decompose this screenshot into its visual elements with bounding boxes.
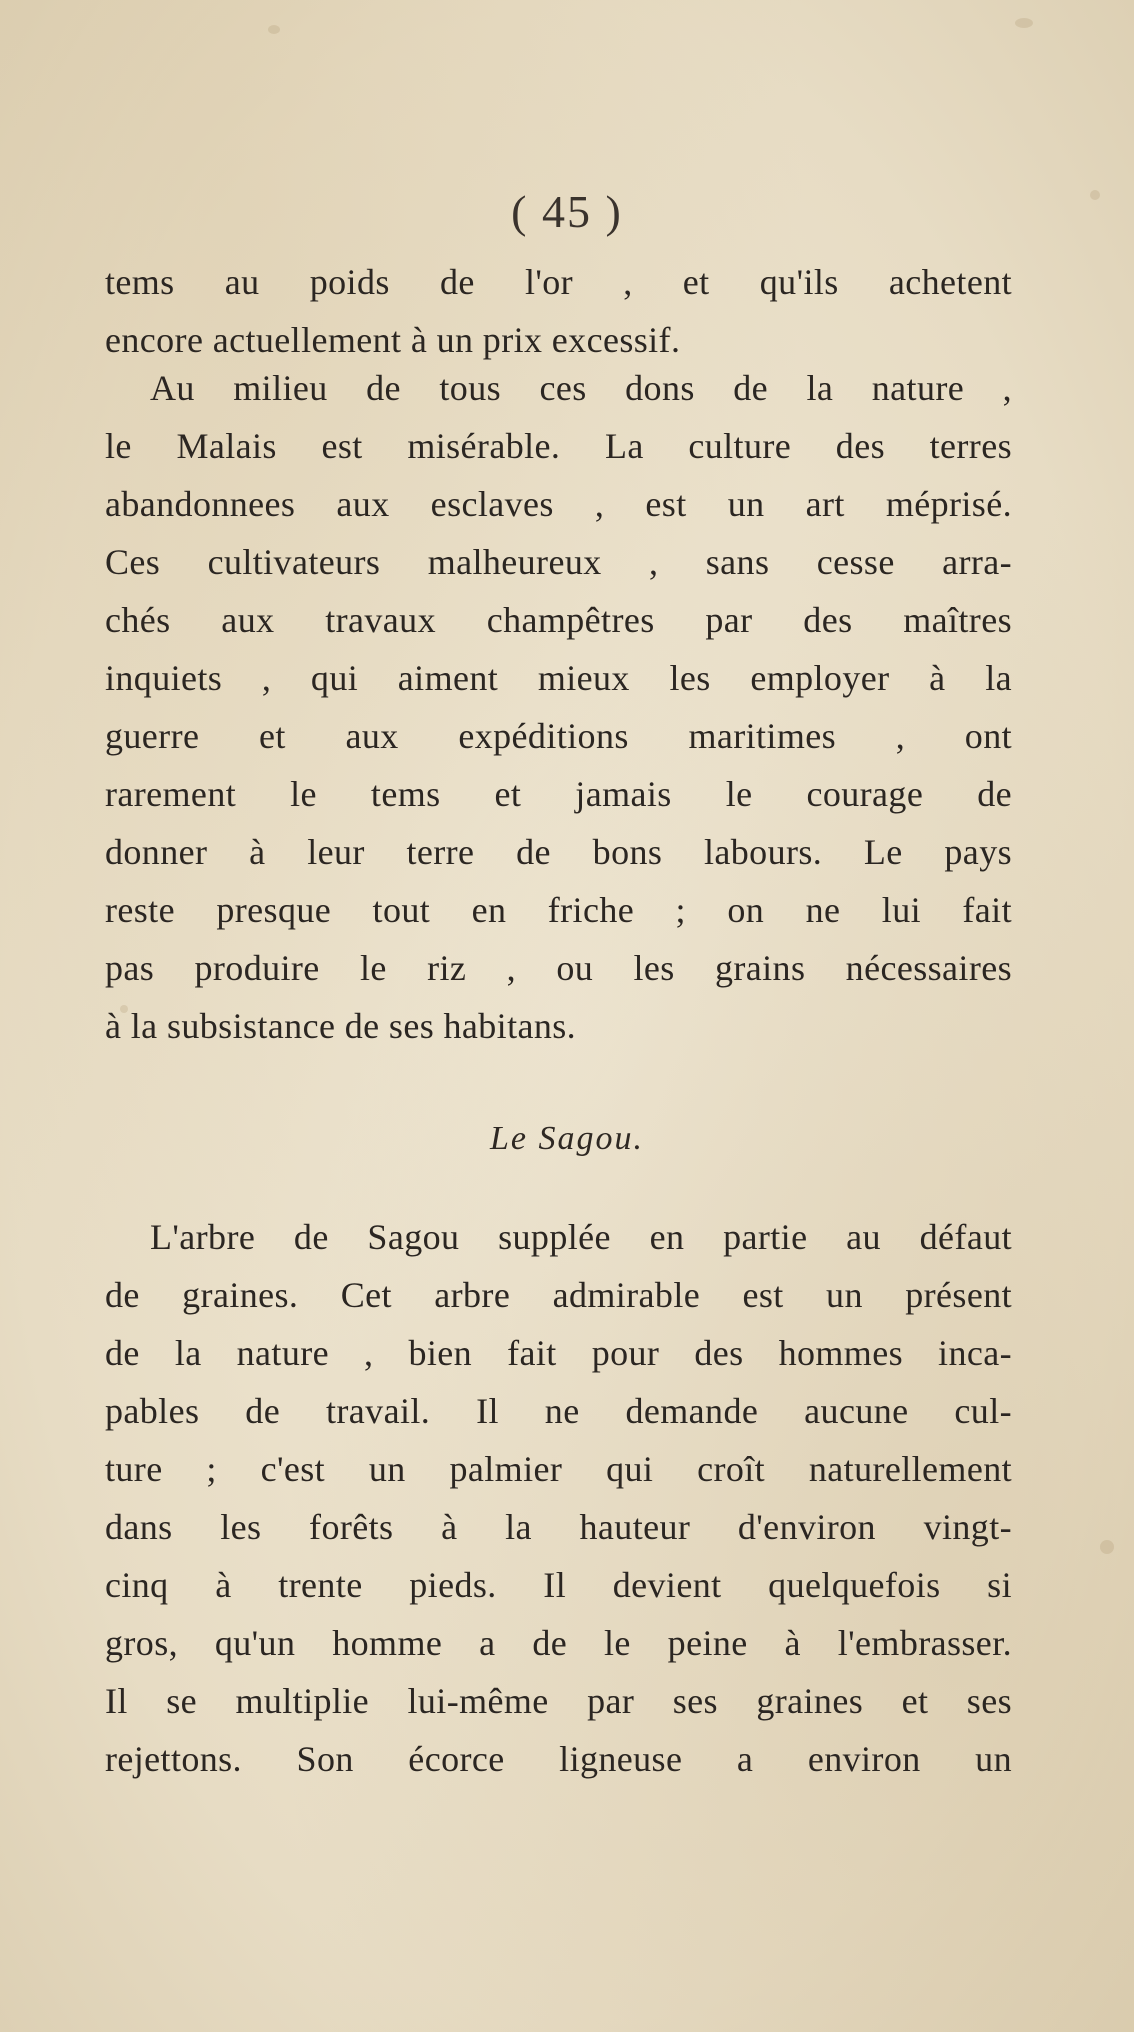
text-line: pas produire le riz , ou les grains nécessaires	[105, 948, 1012, 988]
text-line: guerre et aux expéditions maritimes , ont	[105, 716, 1012, 756]
text-line: abandonnees aux esclaves , est un art méprisé.	[105, 484, 1012, 524]
paper-speck	[1015, 18, 1033, 28]
text-line: gros, qu'un homme a de le peine à l'embrasser.	[105, 1623, 1012, 1663]
text-line: rejettons. Son écorce ligneuse a environ un	[105, 1739, 1012, 1779]
page-number: ( 45 )	[511, 186, 623, 237]
paragraph-2	[105, 359, 1012, 1055]
text-line: encore actuellement à un prix excessif.	[105, 320, 681, 360]
text-line: inquiets , qui aiment mieux les employer à la	[105, 658, 1012, 698]
text-line: dans les forêts à la hauteur d'environ vingt-	[105, 1507, 1012, 1547]
text-line: de la nature , bien fait pour des hommes inca-	[105, 1333, 1012, 1373]
text-line: tems au poids de l'or , et qu'ils achetent	[105, 262, 1012, 302]
text-line: cinq à trente pieds. Il devient quelquefois si	[105, 1565, 1012, 1605]
text-line: ture ; c'est un palmier qui croît naturellement	[105, 1449, 1012, 1489]
text-line: rarement le tems et jamais le courage de	[105, 774, 1012, 814]
text-line: pables de travail. Il ne demande aucune cul-	[105, 1391, 1012, 1431]
text-line: Ces cultivateurs malheureux , sans cesse arra-	[105, 542, 1012, 582]
text-line: Il se multiplie lui-même par ses graines et ses	[105, 1681, 1012, 1721]
paragraph-3	[105, 1208, 1012, 1788]
text-line: à la subsistance de ses habitans.	[105, 1006, 577, 1046]
text-line: donner à leur terre de bons labours. Le pays	[105, 832, 1012, 872]
paper-speck	[268, 25, 280, 34]
paragraph-1	[105, 253, 1012, 369]
text-line: chés aux travaux champêtres par des maîtres	[105, 600, 1012, 640]
section-heading: Le Sagou.	[490, 1120, 644, 1157]
text-line: Au milieu de tous ces dons de la nature ,	[150, 368, 1012, 408]
text-line: le Malais est misérable. La culture des terres	[105, 426, 1012, 466]
paper-speck	[1100, 1540, 1114, 1554]
text-line: L'arbre de Sagou supplée en partie au défaut	[150, 1217, 1012, 1257]
text-line: de graines. Cet arbre admirable est un présent	[105, 1275, 1012, 1315]
text-line: reste presque tout en friche ; on ne lui fait	[105, 890, 1012, 930]
